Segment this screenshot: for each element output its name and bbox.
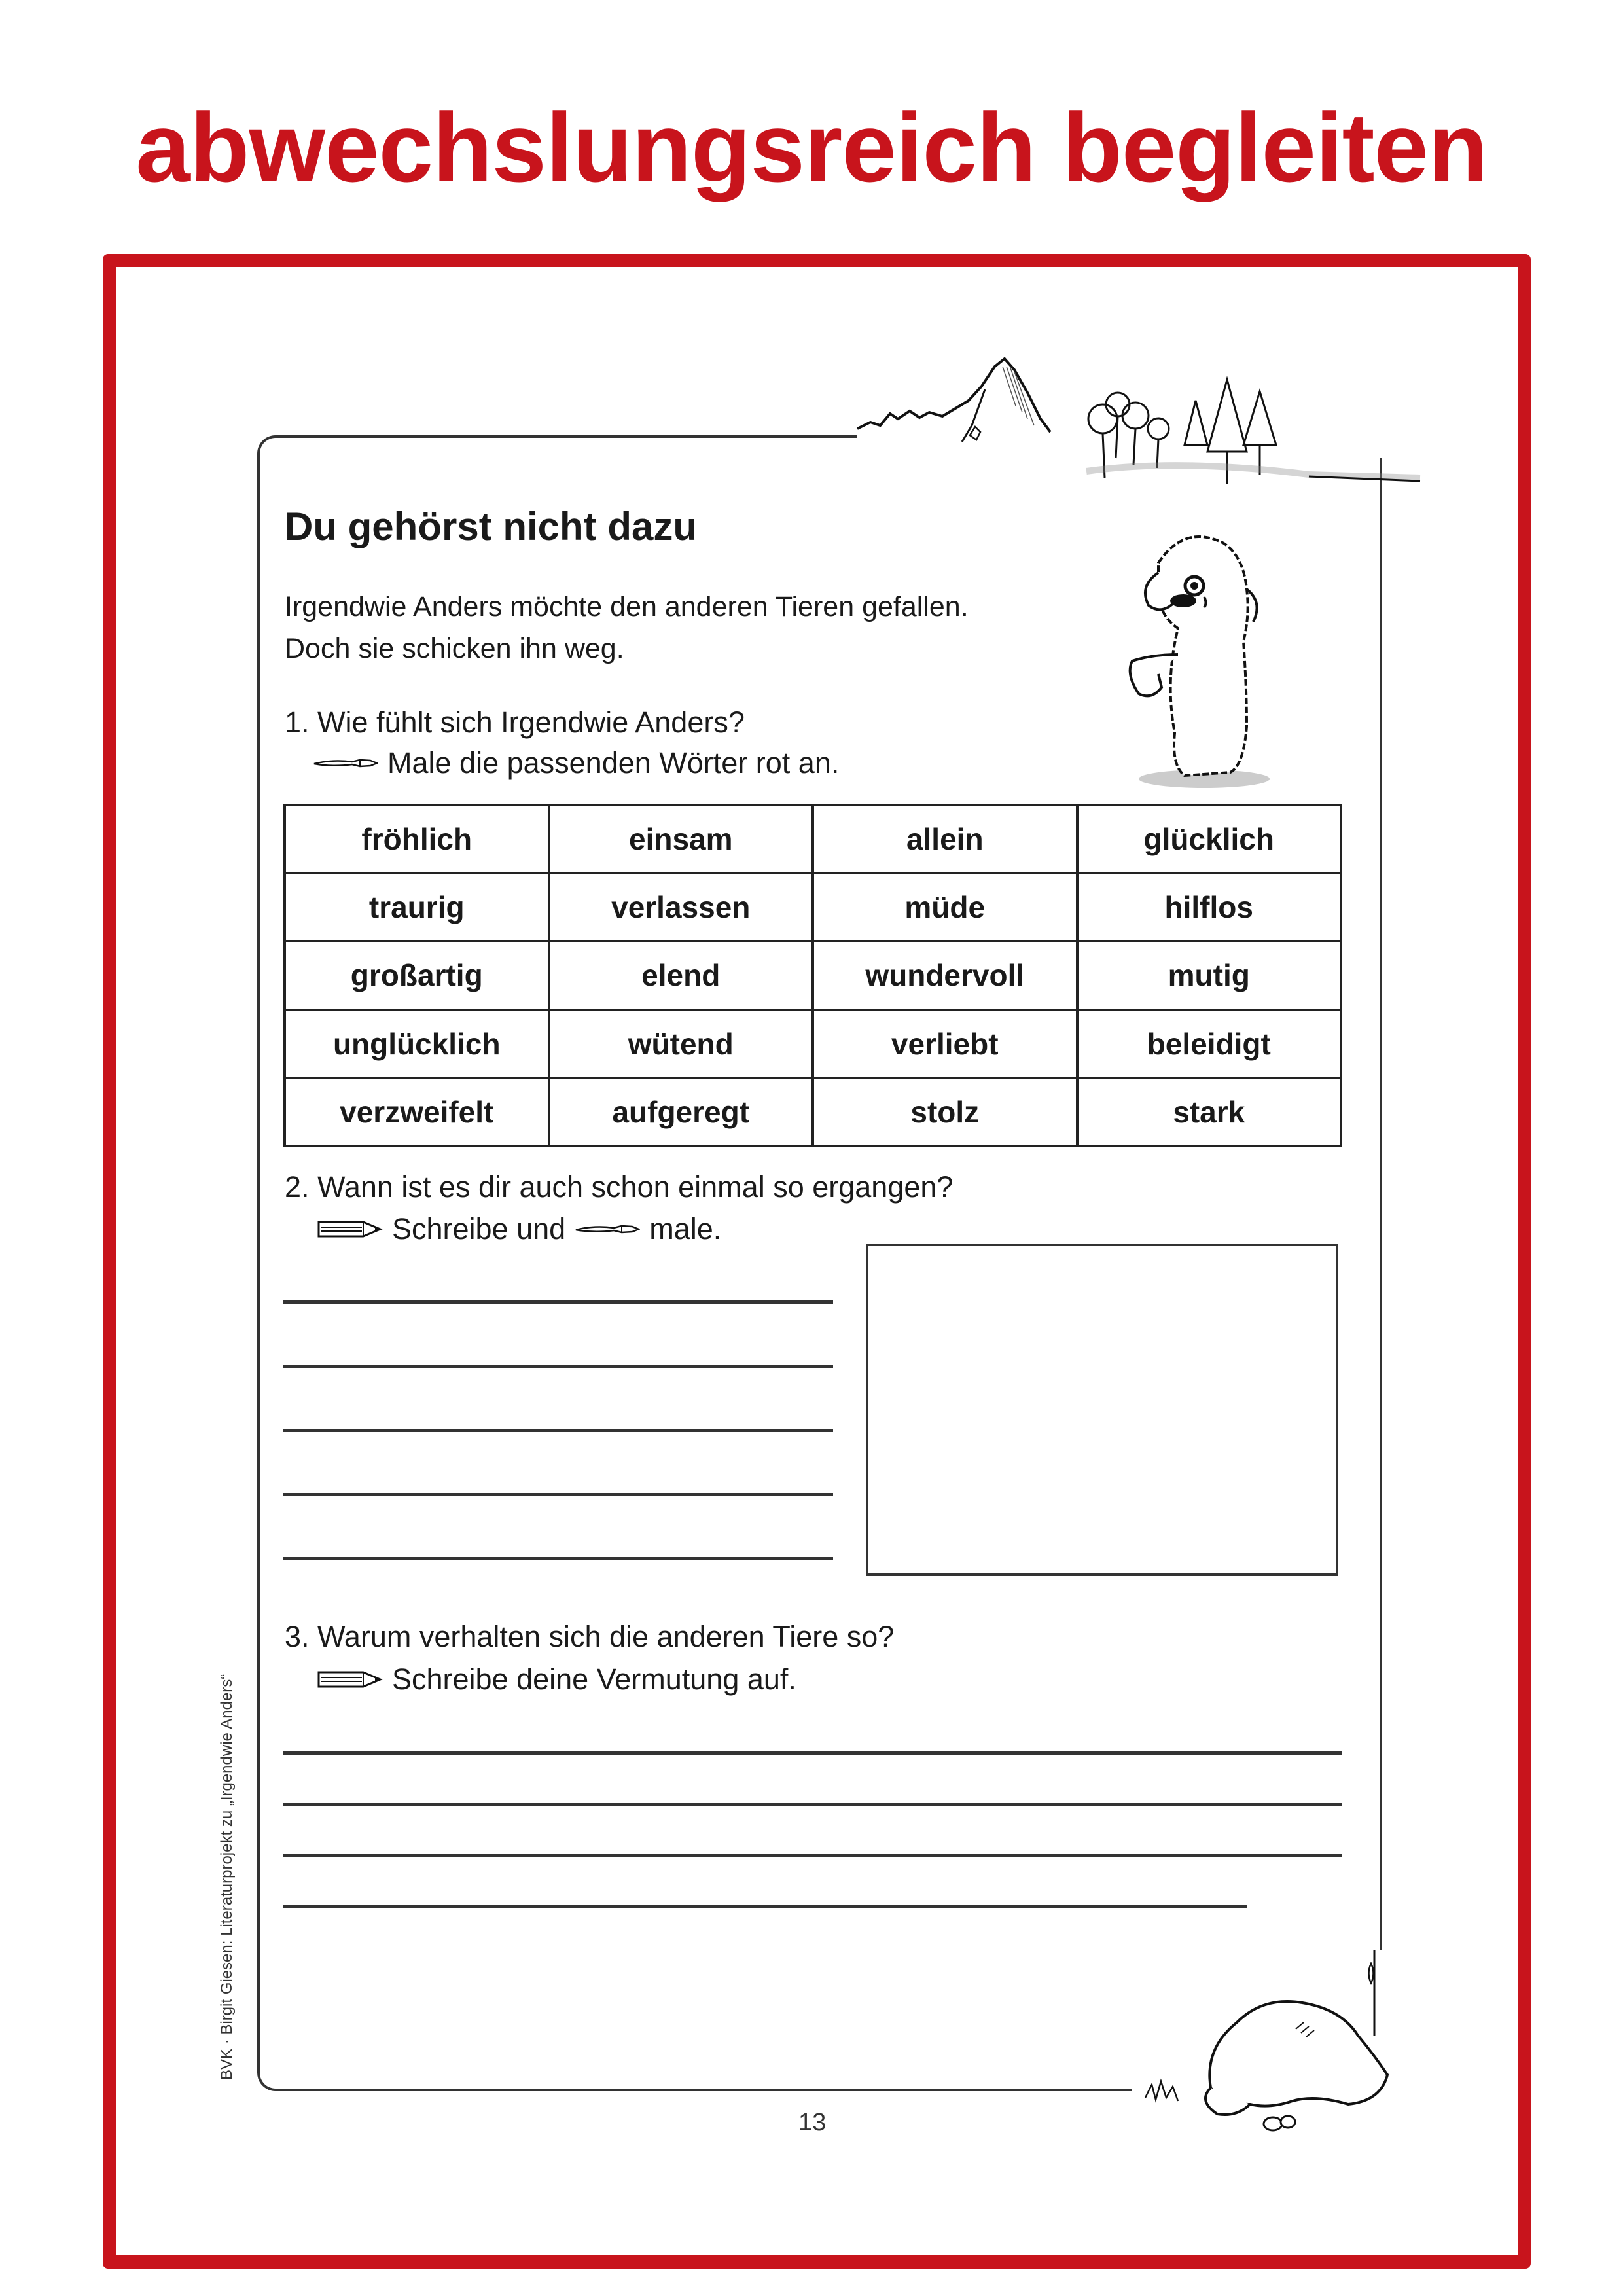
word-cell[interactable]: fröhlich xyxy=(285,805,549,873)
word-cell[interactable]: allein xyxy=(813,805,1077,873)
mountain-landscape-illustration xyxy=(851,353,1427,504)
worksheet-title: Du gehörst nicht dazu xyxy=(285,505,697,548)
pencil-icon xyxy=(317,1218,383,1240)
word-cell[interactable]: traurig xyxy=(285,873,549,941)
answer-line[interactable] xyxy=(283,1557,833,1560)
page-number: 13 xyxy=(798,2109,827,2136)
sad-dog-character-illustration xyxy=(1113,517,1276,792)
instruction-text: Male die passenden Wörter rot an. xyxy=(387,746,840,780)
word-cell[interactable]: unglücklich xyxy=(285,1010,549,1078)
word-cell[interactable]: mutig xyxy=(1077,941,1342,1009)
answer-line[interactable] xyxy=(283,1365,833,1368)
task-3-question: 3. Warum verhalten sich die anderen Tiere so? xyxy=(285,1620,895,1653)
word-cell[interactable]: verlassen xyxy=(549,873,813,941)
answer-line[interactable] xyxy=(283,1300,833,1304)
intro-text xyxy=(285,586,969,670)
task-1-question: 1. Wie fühlt sich Irgendwie Anders? xyxy=(285,706,745,739)
grid-row xyxy=(285,805,1341,873)
pencil-icon xyxy=(317,1668,383,1691)
drawing-box[interactable] xyxy=(866,1244,1338,1576)
paintbrush-icon xyxy=(313,757,378,770)
word-cell[interactable]: verzweifelt xyxy=(285,1078,549,1146)
word-cell[interactable]: glücklich xyxy=(1077,805,1342,873)
grid-row xyxy=(285,1078,1341,1146)
answer-line[interactable] xyxy=(283,1429,833,1432)
word-cell[interactable]: aufgeregt xyxy=(549,1078,813,1146)
word-cell[interactable]: müde xyxy=(813,873,1077,941)
feelings-word-grid xyxy=(283,804,1342,1147)
word-cell[interactable]: stark xyxy=(1077,1078,1342,1146)
word-cell[interactable]: hilflos xyxy=(1077,873,1342,941)
word-cell[interactable]: großartig xyxy=(285,941,549,1009)
word-cell[interactable]: wundervoll xyxy=(813,941,1077,1009)
instruction-text: Schreibe deine Vermutung auf. xyxy=(392,1662,796,1696)
rock-with-plant-illustration xyxy=(1132,1937,1440,2134)
task-3-instruction xyxy=(317,1662,796,1696)
answer-line[interactable] xyxy=(283,1493,833,1496)
word-cell[interactable]: verliebt xyxy=(813,1010,1077,1078)
word-cell[interactable]: beleidigt xyxy=(1077,1010,1342,1078)
task-2-instruction xyxy=(317,1212,721,1246)
intro-line: Irgendwie Anders möchte den anderen Tieren gefallen. xyxy=(285,591,969,622)
instruction-text: Schreibe und xyxy=(392,1212,566,1246)
copyright-credit: BVK · Birgit Giesen: Literaturprojekt zu „Irgendwie Anders“ xyxy=(218,1674,236,2080)
word-cell[interactable]: elend xyxy=(549,941,813,1009)
paintbrush-icon xyxy=(575,1223,640,1236)
answer-line[interactable] xyxy=(283,1803,1342,1806)
answer-line[interactable] xyxy=(283,1905,1247,1908)
task-1-instruction xyxy=(313,746,839,780)
grid-row xyxy=(285,873,1341,941)
task-2-question: 2. Wann ist es dir auch schon einmal so ergangen? xyxy=(285,1170,954,1204)
word-cell[interactable]: einsam xyxy=(549,805,813,873)
answer-line[interactable] xyxy=(283,1854,1342,1857)
answer-line[interactable] xyxy=(283,1751,1342,1755)
word-cell[interactable]: wütend xyxy=(549,1010,813,1078)
page-headline: abwechslungsreich begleiten xyxy=(135,92,1488,202)
intro-line: Doch sie schicken ihn weg. xyxy=(285,633,624,664)
instruction-text: male. xyxy=(649,1212,722,1246)
word-cell[interactable]: stolz xyxy=(813,1078,1077,1146)
grid-row xyxy=(285,941,1341,1009)
grid-row xyxy=(285,1010,1341,1078)
